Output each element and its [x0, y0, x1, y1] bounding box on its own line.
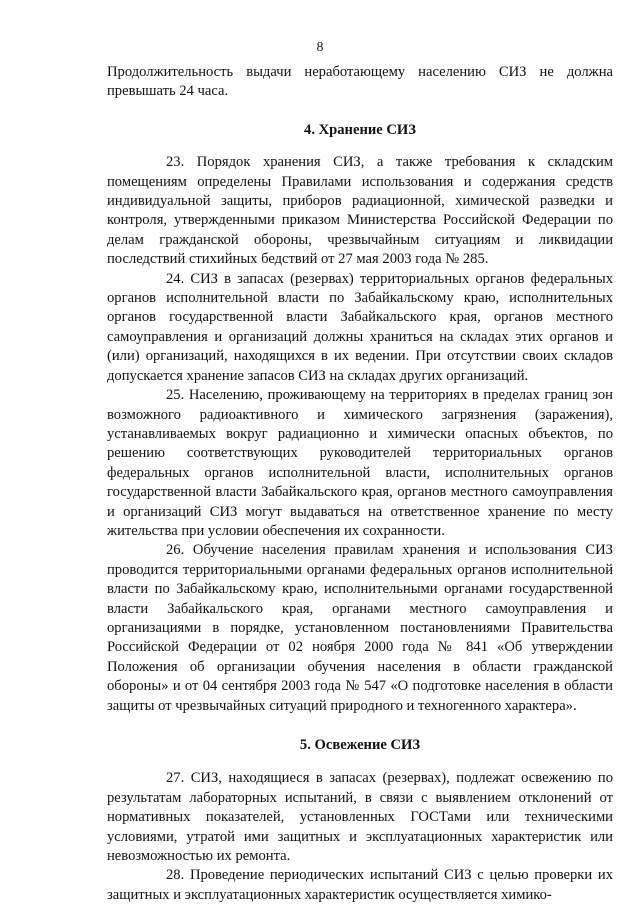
- paragraph-26: 26. Обучение населения правилам хранения и использования СИЗ проводится территориальными органами федеральных органов исполнительной власти по Забайкальскому краю, исполнительными органами государственной власти Забайкальского края, органами местного самоуправления и организациями в порядке, установленном постановлениями Правительства Российской Федерации от 02 ноября 2000 года № 841 «Об утверждении Положения об организации обучения населения в области гражданской обороны» и от 04 сентября 2003 года № 547 «О подготовке населения в области защиты от чрезвычайных ситуаций природного и техногенного характера».: [107, 542, 613, 714]
- paragraph-24: 24. СИЗ в запасах (резервах) территориальных органов федеральных органов исполнительной власти по Забайкальскому краю, исполнительных органов государственной власти Забайкальского края, органов местного самоуправления и организаций должны храниться на складах этих органов и (или) организаций, находящихся в их ведении. При отсутствии своих складов допускается хранение запасов СИЗ на складах других организаций.: [107, 270, 613, 384]
- page-number: 8: [316, 39, 324, 54]
- paragraph-28: 28. Проведение периодических испытаний СИЗ с целью проверки их защитных и эксплуатационных характеристик осуществляется химико-: [107, 867, 613, 903]
- document-body: [107, 63, 613, 905]
- paragraph-23: 23. Порядок хранения СИЗ, а также требования к складским помещениям определены Правилами использования и содержания средств индивидуальной защиты, приборов радиационной, химической разведки и контроля, утвержденными приказом Министерства Российской Федерации по делам гражданской обороны, чрезвычайным ситуациям и ликвидации последствий стихийных бедствий от 27 мая 2003 года № 285.: [107, 154, 613, 268]
- paragraph-27: 27. СИЗ, находящиеся в запасах (резервах), подлежат освежению по результатам лабораторных испытаний, в связи с выявлением отклонений от нормативных показателей, установленных ГОСТами или техническими условиями, утратой ими защитных и эксплуатационных характеристик или невозможностью их ремонта.: [107, 770, 613, 865]
- section-4-heading: 4. Хранение СИЗ: [304, 121, 416, 138]
- intro-paragraph: Продолжительность выдачи неработающему населению СИЗ не должна превышать 24 часа.: [107, 64, 613, 100]
- paragraph-25: 25. Населению, проживающему на территориях в пределах границ зон возможного радиоактивного и химического загрязнения (заражения), устанавливаемых вокруг радиационно и химически опасных объектов, по решению соответствующих руководителей территориальных органов федеральных органов исполнительной власти, исполнительных органов государственной власти Забайкальского края, органов местного самоуправления и организаций СИЗ могут выдаваться на ответственное хранение по месту жительства при условии обеспечения их сохранности.: [107, 387, 613, 539]
- section-5-heading: 5. Освежение СИЗ: [299, 737, 421, 753]
